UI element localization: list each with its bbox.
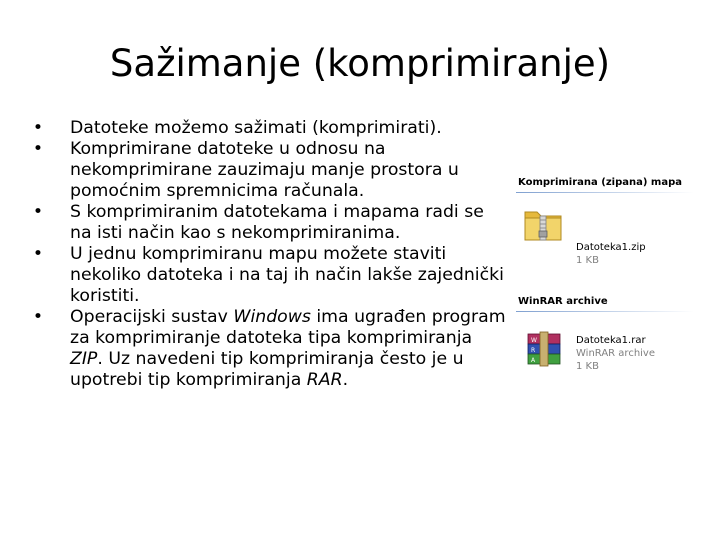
file-examples-panel xyxy=(516,176,694,382)
bullet-list xyxy=(28,118,508,391)
winrar-archive-icon xyxy=(522,330,564,373)
rar-section-header: WinRAR archive xyxy=(518,296,608,307)
bullet-text xyxy=(70,307,506,390)
bullet-item-4 xyxy=(28,244,508,307)
rar-file-size: 1 KB xyxy=(576,361,599,372)
bullet-text xyxy=(70,118,442,138)
zip-file-info xyxy=(576,241,646,267)
bullet-text-run: Komprimirane datoteke u odnosu na nekomprimirane zauzimaju manje prostora u pomoćnim spremnicima računala. xyxy=(70,139,459,201)
bullet-item-5 xyxy=(28,307,508,391)
bullet-dot: • xyxy=(32,118,44,138)
bullet-text-run: Operacijski sustav xyxy=(70,307,234,327)
bullet-dot: • xyxy=(32,244,44,264)
bullet-text-run: S komprimiranim datotekama i mapama radi se na isti način kao s nekomprimiranima. xyxy=(70,202,484,243)
bullet-text-run: . Uz navedeni tip komprimiranja često je u upotrebi tip komprimiranja xyxy=(70,349,464,390)
bullet-text xyxy=(70,202,484,243)
bullet-text-italic: Windows xyxy=(233,307,311,327)
bullet-dot: • xyxy=(32,202,44,222)
zip-file-item[interactable] xyxy=(516,193,694,267)
bullet-text-run: U jednu komprimiranu mapu možete staviti nekoliko datoteka i na taj ih način lakše zajednički koristiti. xyxy=(70,244,504,306)
bullet-dot: • xyxy=(32,307,44,327)
svg-text:A: A xyxy=(531,357,536,364)
slide-title: Sažimanje (komprimiranje) xyxy=(109,42,611,85)
zip-file-name: Datoteka1.zip xyxy=(576,242,646,253)
bullet-item-2 xyxy=(28,139,508,202)
zip-folder-icon xyxy=(522,203,564,248)
bullet-text-run: . xyxy=(342,370,349,390)
bullet-text xyxy=(70,244,504,306)
bullet-item-3 xyxy=(28,202,508,244)
svg-text:R: R xyxy=(531,347,536,354)
zip-section-header: Komprimirana (zipana) mapa xyxy=(518,177,682,188)
bullet-text-run: Datoteke možemo sažimati (komprimirati). xyxy=(70,118,442,138)
svg-text:W: W xyxy=(531,337,537,344)
rar-file-item[interactable] xyxy=(516,312,694,382)
bullet-text-run: ima ugrađen program za komprimiranje datoteka tipa komprimiranja xyxy=(70,307,506,348)
bullet-dot: • xyxy=(32,139,44,159)
bullet-item-1 xyxy=(28,118,508,139)
rar-file-info xyxy=(576,334,655,373)
zip-file-size: 1 KB xyxy=(576,255,599,266)
bullet-text-italic: ZIP xyxy=(70,349,98,369)
rar-file-name: Datoteka1.rar xyxy=(576,335,646,346)
rar-file-type: WinRAR archive xyxy=(576,348,655,359)
bullet-text-italic: RAR xyxy=(306,370,343,390)
bullet-text xyxy=(70,139,459,201)
